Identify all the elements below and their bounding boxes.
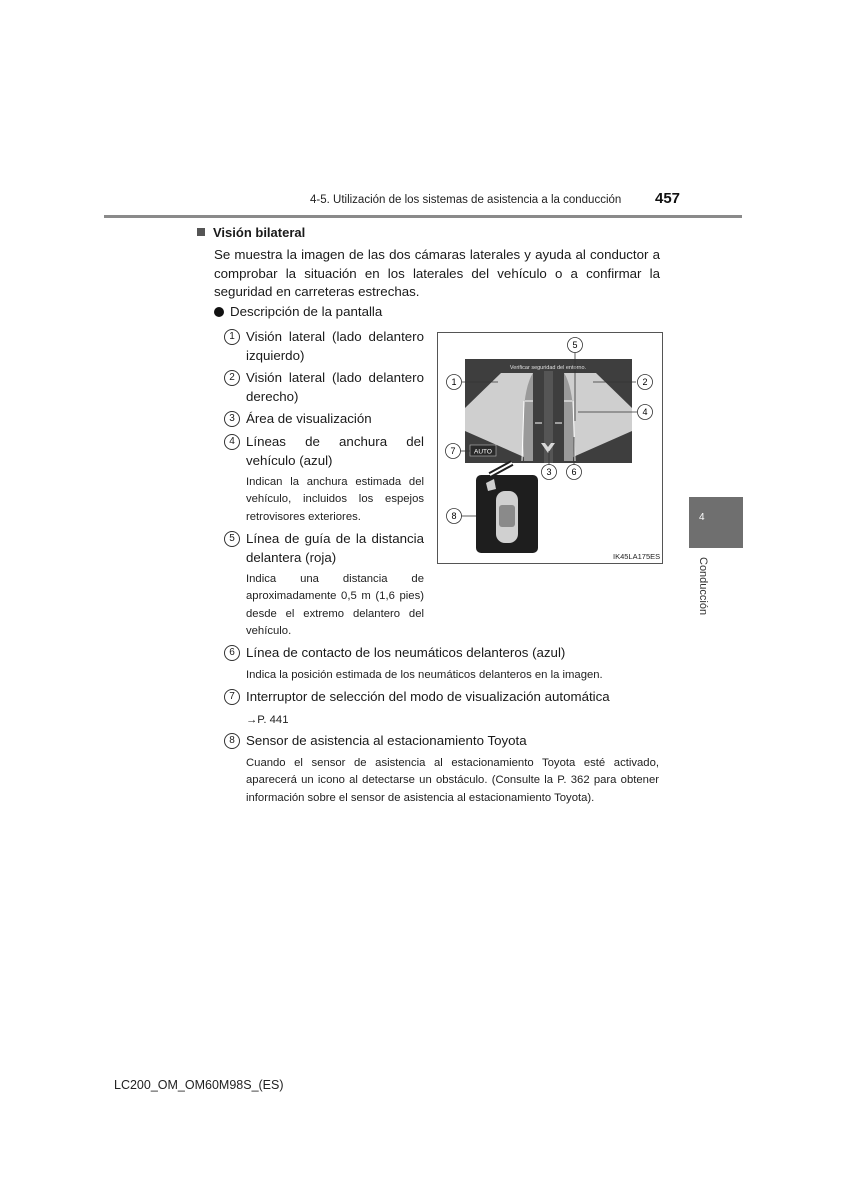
section-title (197, 225, 305, 240)
bilateral-view-illustration (438, 333, 662, 563)
callout-number: 3 (224, 411, 240, 427)
list-item-label: Interruptor de selección del modo de visualización automática (246, 689, 610, 704)
list-item-label: Sensor de asistencia al estacionamiento Toyota (246, 733, 527, 748)
callout-2: 2 (642, 377, 648, 388)
square-bullet-icon (197, 228, 205, 236)
callout-number: 2 (224, 370, 240, 386)
header-divider (104, 215, 742, 218)
callout-number: 5 (224, 531, 240, 547)
callout-number: 7 (224, 689, 240, 705)
list-item-label: Línea de contacto de los neumáticos delanteros (azul) (246, 645, 566, 660)
round-bullet-icon (214, 307, 224, 317)
description-heading-text: Descripción de la pantalla (230, 304, 383, 319)
page-number: 457 (655, 190, 681, 207)
page-reference: →P. 441 (246, 714, 289, 726)
list-item-note: Cuando el sensor de asistencia al estacionamiento Toyota esté activado, aparecerá un icono al detectarse un obstáculo. (Consulte la P. 362 para obtener información sobre el sensor de asistencia al estacionamiento Toyota). (246, 757, 659, 804)
callout-5: 5 (572, 340, 578, 351)
figure-code: IK45LA175ES (613, 552, 661, 561)
chapter-tab-number: 4 (699, 512, 705, 523)
callout-6: 6 (571, 467, 577, 478)
list-item-label: Líneas de anchura del vehículo (azul) (246, 434, 424, 468)
display-figure (437, 332, 663, 564)
callout-number: 8 (224, 733, 240, 749)
vehicle-roof (499, 505, 515, 527)
screen-message: Verificar seguridad del entorno. (509, 365, 587, 371)
chapter-tab-label: Conducción (697, 557, 709, 616)
callout-number: 4 (224, 434, 240, 450)
list-item-label: Área de visualización (246, 411, 372, 426)
callout-number: 1 (224, 329, 240, 345)
callout-number: 6 (224, 645, 240, 661)
description-heading (214, 304, 382, 319)
intro-paragraph: Se muestra la imagen de las dos cámaras laterales y ayuda al conductor a comprobar la situación en los laterales del vehículo o a confirmar la seguridad en carreteras estrechas. (214, 247, 660, 299)
callout-7: 7 (450, 446, 456, 457)
callout-1: 1 (451, 377, 457, 388)
header-section-title: 4-5. Utilización de los sistemas de asistencia a la conducción (310, 194, 622, 206)
list-item-label: Línea de guía de la distancia delantera (roja) (246, 531, 424, 565)
auto-mode-label: AUTO (474, 448, 492, 456)
callout-8: 8 (451, 511, 457, 522)
footer-document-code: LC200_OM_OM60M98S_(ES) (114, 1078, 284, 1092)
list-item-note: Indican la anchura estimada del vehículo, incluidos los espejos retrovisores exteriores. (246, 476, 424, 523)
panel-connector-highlight (490, 463, 512, 475)
list-item-label: Visión lateral (lado delantero derecho) (246, 370, 424, 404)
callout-3: 3 (546, 467, 552, 478)
list-item-label: Visión lateral (lado delantero izquierdo) (246, 329, 424, 363)
list-item-note: Indica una distancia de aproximadamente 0,5 m (1,6 pies) desde el extremo delantero del vehículo. (246, 573, 424, 637)
section-title-text: Visión bilateral (213, 225, 306, 240)
list-item-note: Indica la posición estimada de los neumáticos delanteros en la imagen. (246, 669, 603, 681)
callout-4: 4 (642, 407, 648, 418)
chapter-tab (689, 497, 743, 548)
